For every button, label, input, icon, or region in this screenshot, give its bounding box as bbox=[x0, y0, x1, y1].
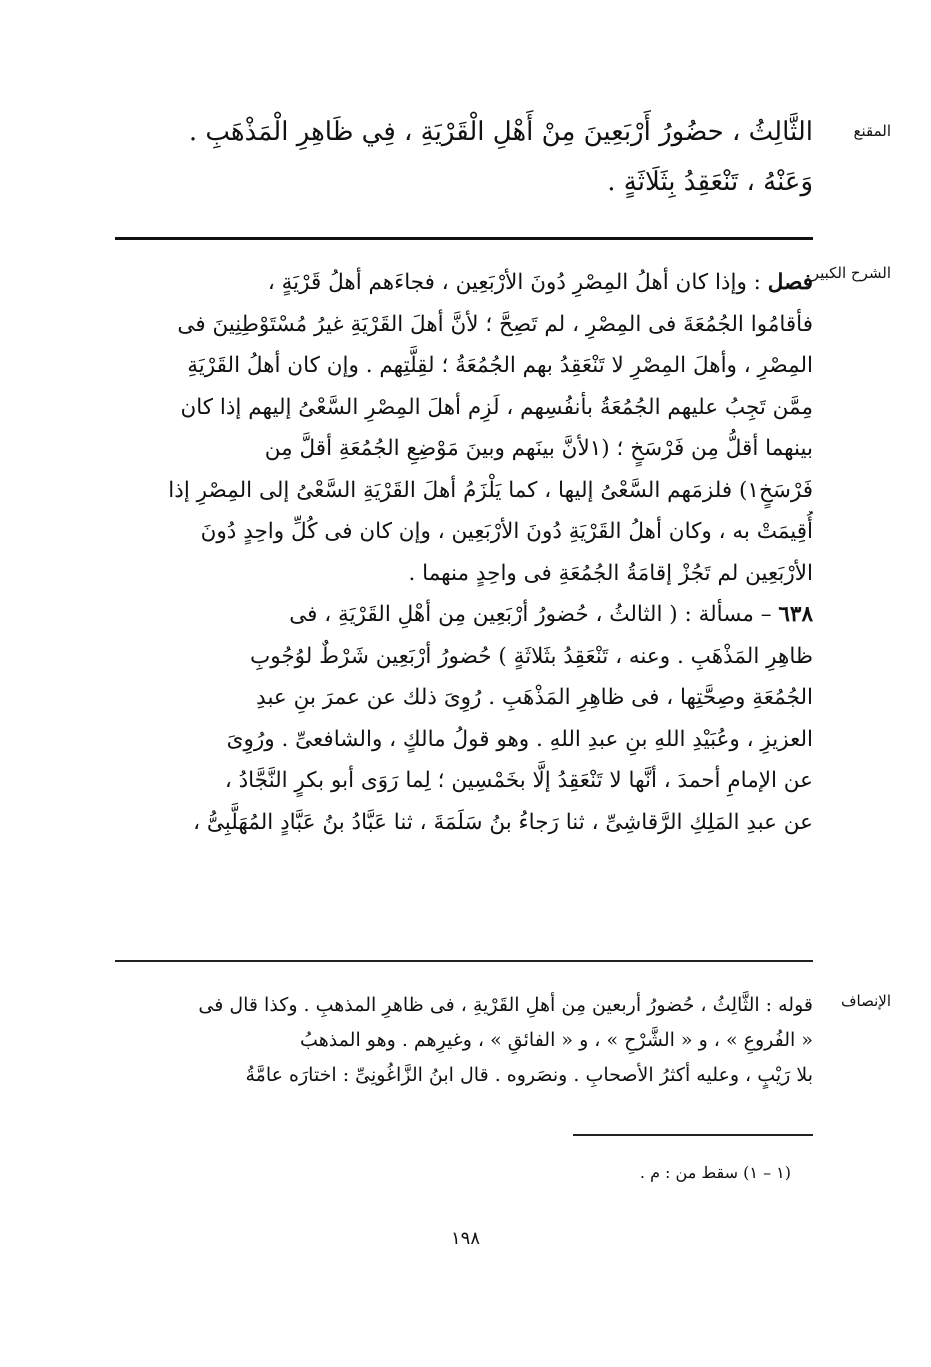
insaf-line: قوله : الثَّالِثُ ، حُضورُ أربعين مِن أهلِ القَرْيةِ ، فى ظاهرِ المذهبِ . وكذا قال فى bbox=[198, 994, 813, 1016]
sharh-line: المِصْرِ ، وأهلَ المِصْرِ لا تَنْعَقِدُ بهم الجُمُعَةُ ؛ لقِلَّتِهم . وإن كان أهلُ القَرْيَةِ bbox=[187, 353, 813, 378]
sharh-line: فصل : وإذا كان أهلُ المِصْرِ دُونَ الأرْبَعِين ، فجاءَهم أهلُ قَرْيَةٍ ، bbox=[267, 270, 813, 295]
muqni-text bbox=[115, 107, 813, 207]
masala-line: الجُمُعَةِ وصِحَّتِها ، فى ظاهِرِ المَذْهَبِ . رُوِىَ ذلك عن عمرَ بنِ عبدِ bbox=[256, 685, 813, 710]
sharh-text bbox=[115, 262, 813, 843]
masala-line: ظاهِرِ المَذْهَبِ . وعنه ، تَنْعَقِدُ بثَلاثَةٍ ) حُضورُ أرْبَعِين شَرْطٌ لوُجُوبِ bbox=[250, 643, 813, 669]
page-number: ١٩٨ bbox=[450, 1228, 480, 1249]
sharh-line: فأقامُوا الجُمُعَةَ فى المِصْرِ ، لم تَصِحَّ ؛ لأنَّ أهلَ القَرْيَةِ غيرُ مُسْتَوْطِنِينَ فى bbox=[177, 311, 813, 337]
muqni-line: وَعَنْهُ ، تَنْعَقِدُ بِثَلَاثَةٍ . bbox=[607, 167, 813, 197]
section-divider bbox=[115, 960, 813, 962]
sharh-line: الأرْبَعِين لم تَجُزْ إقامَةُ الجُمُعَةِ فى واحِدٍ منهما . bbox=[408, 560, 813, 586]
masala-line: العزيزِ ، وعُبَيْدِ اللهِ بنِ عبدِ اللهِ . وهو قولُ مالكٍ ، والشافعىِّ . ورُوِىَ bbox=[226, 726, 813, 752]
masala-line: عن الإمامِ أحمدَ ، أنَّها لا تَنْعَقِدُ إلَّا بخَمْسِين ؛ لِما رَوَى أبو بكرٍ النَّجَّادُ ، bbox=[224, 768, 813, 793]
margin-label-muqni: المقنع bbox=[853, 122, 891, 140]
sharh-line: بينهما أقلُّ مِن فَرْسَخٍ ؛ (١لأنَّ بينَهم وبينَ مَوْضِعِ الجُمُعَةِ أقلَّ مِن bbox=[264, 436, 813, 461]
masala-line: ٦٣٨ – مسألة : ( الثالثُ ، حُضورُ أرْبَعِين مِن أهْلِ القَرْيَةِ ، فى bbox=[289, 602, 813, 627]
section-divider bbox=[115, 237, 813, 240]
footnote: (١ – ١) سقط من : م . bbox=[639, 1163, 791, 1182]
sharh-line: مِمَّن تَجِبُ عليهم الجُمُعَةُ بأنفُسِهم ، لَزِم أهلَ المِصْرِ السَّعْىُ إليهم إذا كان bbox=[180, 394, 813, 420]
fasl-heading: فصل bbox=[767, 270, 813, 295]
sharh-line: أُقِيمَتْ به ، وكان أهلُ القَرْيَةِ دُونَ الأرْبَعِين ، وإن كان فى كُلِّ واحِدٍ دُونَ bbox=[200, 519, 813, 544]
masala-number: ٦٣٨ bbox=[778, 602, 813, 627]
margin-label-sharh: الشرح الكبير bbox=[811, 264, 891, 282]
insaf-line: « الفُروعِ » ، و « الشَّرْحِ » ، و « الفائقِ » ، وغيرِهم . وهو المذهبُ bbox=[300, 1029, 813, 1051]
margin-label-insaf: الإنصاف bbox=[840, 992, 891, 1010]
insaf-line: بلا رَيْبٍ ، وعليه أكثرُ الأصحابِ . ونصَروه . قال ابنُ الزَّاغُونِىِّ : اختارَه عامَّةُ bbox=[245, 1064, 813, 1086]
muqni-line: الثَّالِثُ ، حضُورُ أَرْبَعِينَ مِنْ أَهْلِ الْقَرْيَةِ ، فِي ظَاهِرِ الْمَذْهَبِ . bbox=[188, 117, 813, 147]
footnote-divider bbox=[573, 1134, 813, 1136]
sharh-line: فَرْسَخٍ١) فلزمَهم السَّعْىُ إليها ، كما يَلْزَمُ أهلَ القَرْيَةِ السَّعْىُ إلى المِصْرِ إذا bbox=[168, 477, 813, 503]
insaf-text bbox=[115, 988, 813, 1093]
masala-line: عن عبدِ المَلِكِ الرَّقاشِىِّ ، ثنا رَجاءُ بنُ سَلَمَةَ ، ثنا عَبَّادُ بنُ عَبَّادٍ المُهَلَّبِىُّ ، bbox=[193, 809, 813, 835]
